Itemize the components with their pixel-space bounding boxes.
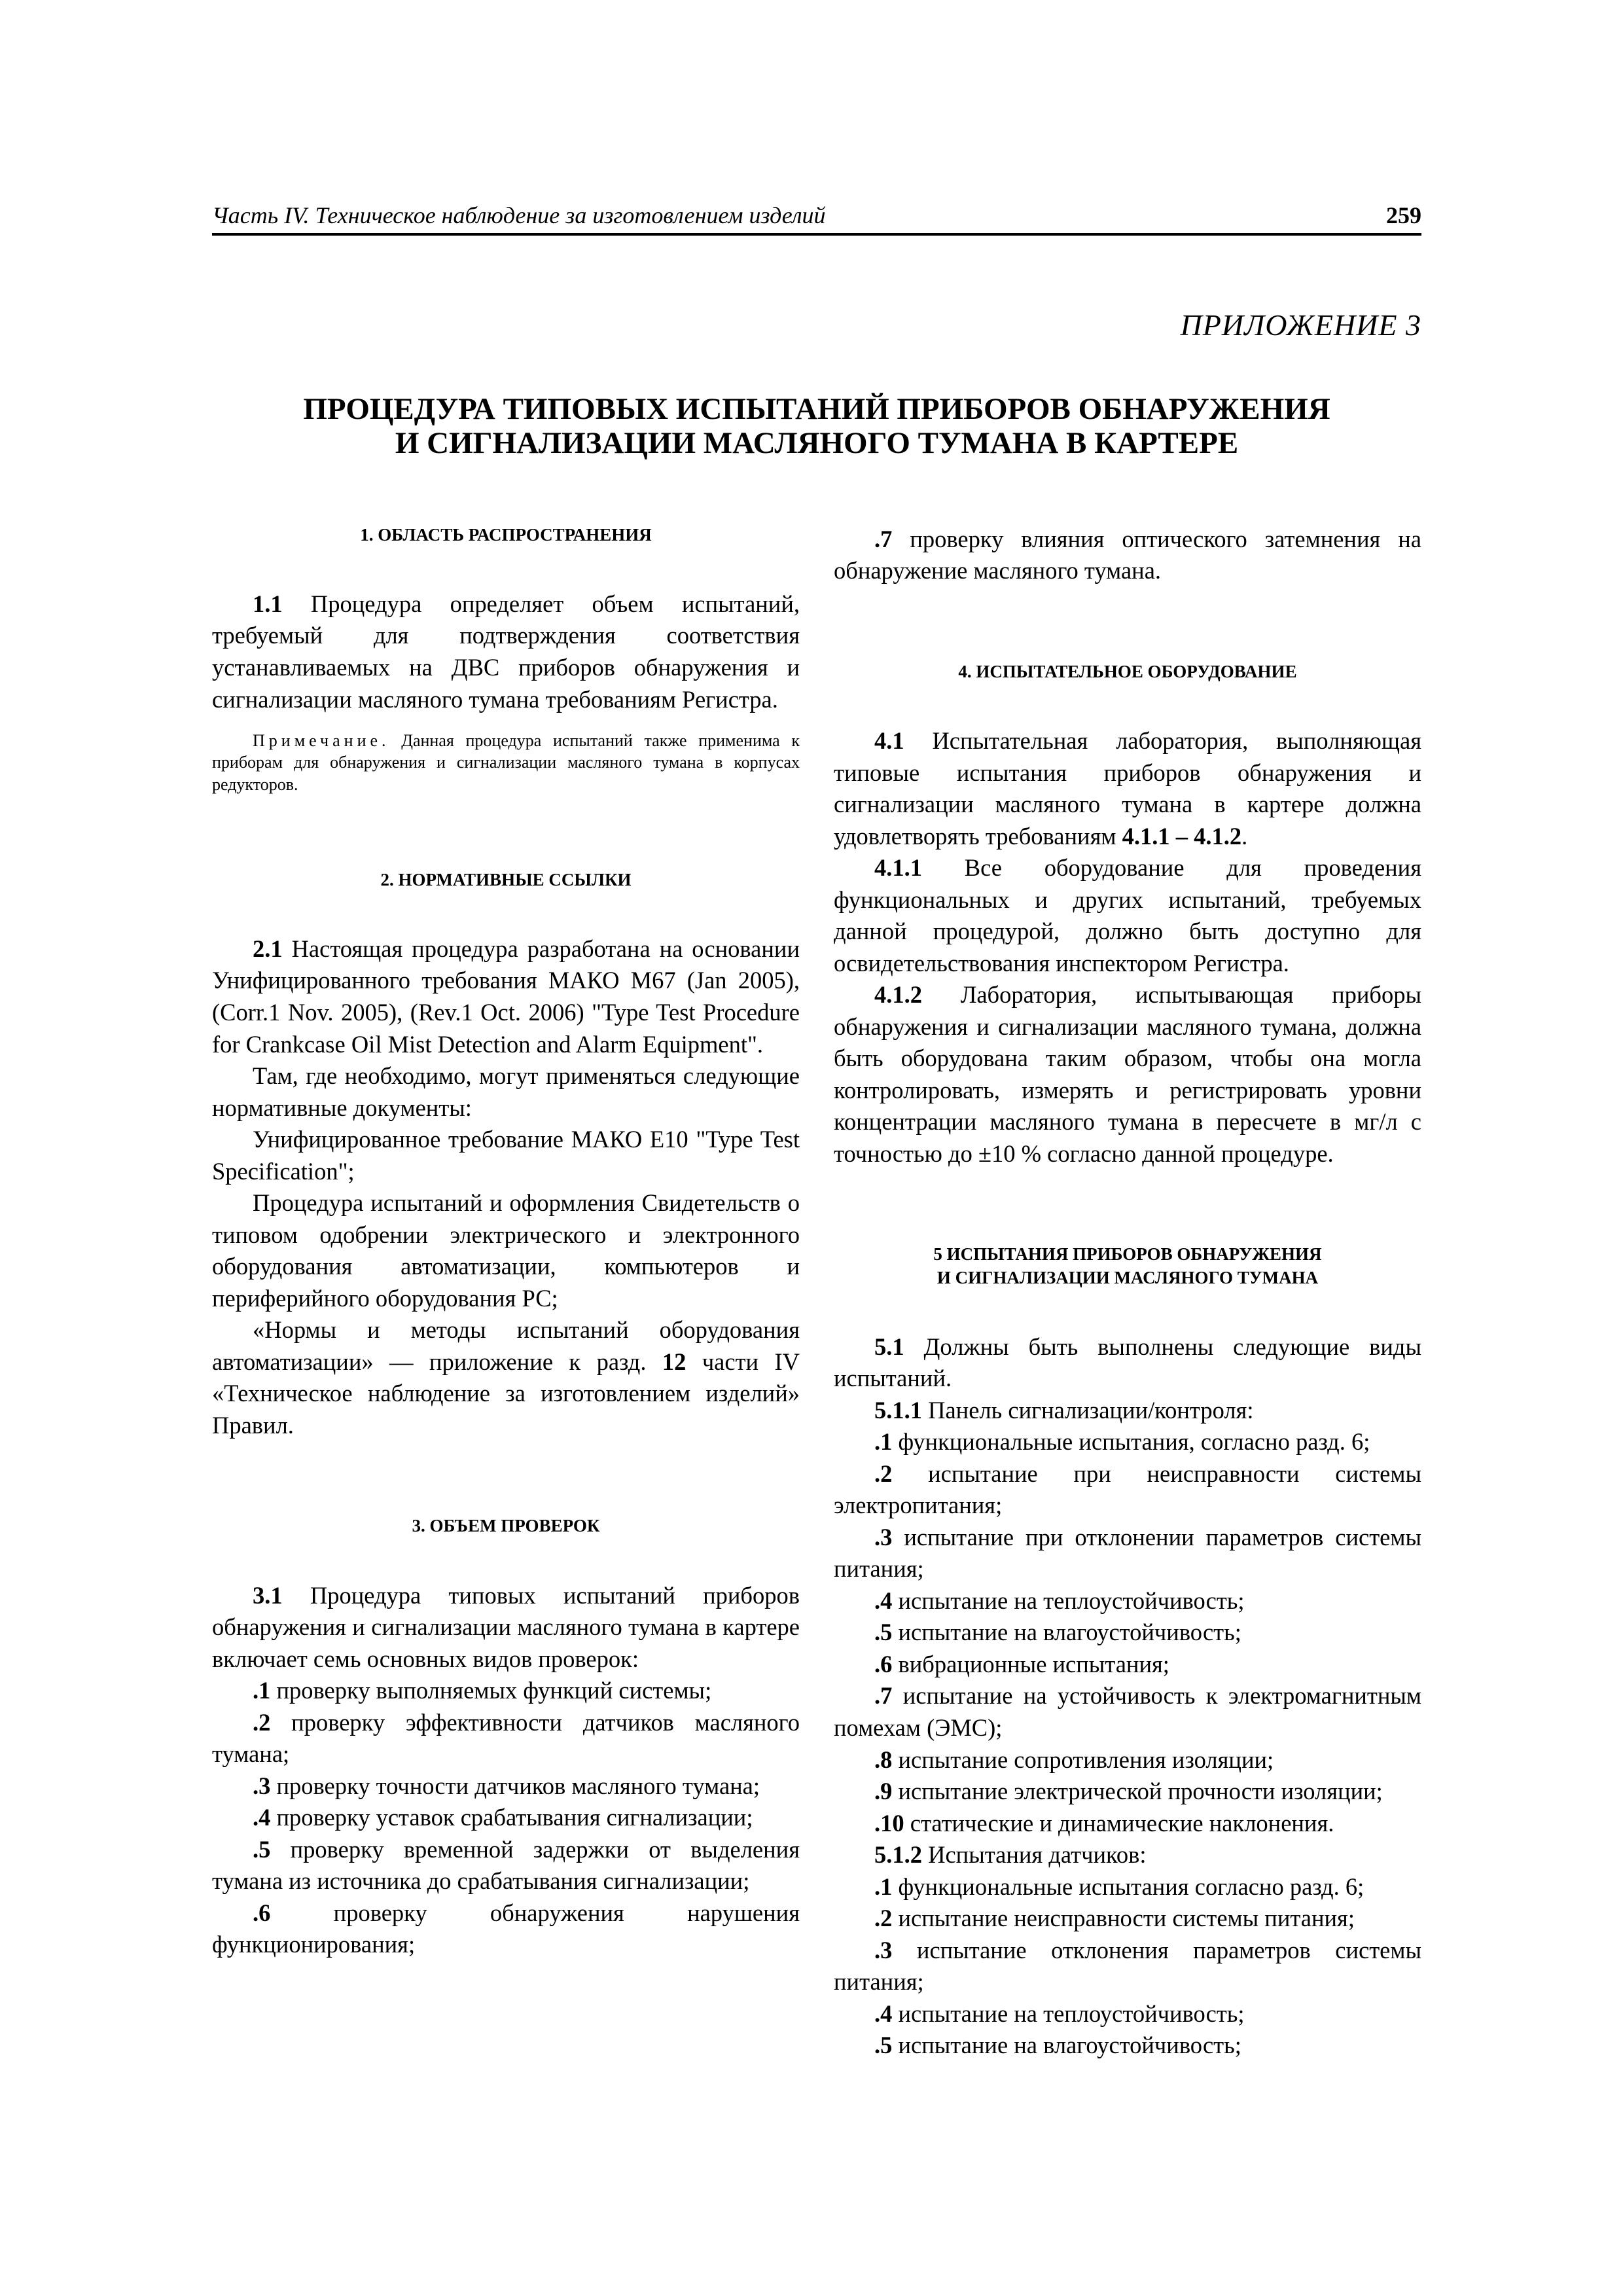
clause-number: 4.1 <box>874 727 904 754</box>
item-number: .8 <box>874 1746 893 1773</box>
two-column-body <box>212 524 1421 2062</box>
section-ref: 12 <box>662 1348 687 1375</box>
item-number: .4 <box>874 2000 893 2027</box>
paragraph-4-1-2 <box>834 979 1421 1170</box>
item-number: .4 <box>253 1804 271 1831</box>
paragraph-text: . <box>1241 822 1248 850</box>
item-text: проверку обнаружения нарушения функционирования; <box>212 1899 800 1958</box>
paragraph-text: Настоящая процедура разработана на основании Унифицированного требования МАКО М67 (Jan 2005), (Corr.1 Nov. 2005), (Rev.1 Oct. 2006) "Type Test Procedure for Crankcase Oil Mist Detection and Alarm Equipment". <box>212 935 800 1058</box>
item-number: .7 <box>874 1682 893 1710</box>
list-item <box>834 1903 1421 1935</box>
item-number: .6 <box>253 1899 271 1926</box>
clause-number: 5.1.2 <box>874 1841 922 1869</box>
paragraph-text: Все оборудование для проведения функциональных и других испытаний, требуемых данной процедурой, должно быть доступно для освидетельствования инспектором Регистра. <box>834 854 1421 977</box>
paragraph-text: Должны быть выполнены следующие виды испытаний. <box>834 1333 1421 1392</box>
item-text: испытание на влагоустойчивость; <box>892 2032 1241 2059</box>
item-text: статические и динамические наклонения. <box>904 1809 1334 1837</box>
item-number: .1 <box>874 1428 893 1456</box>
paragraph-2-2: Там, где необходимо, могут применяться следующие нормативные документы: <box>212 1062 800 1121</box>
paragraph-5-1-2 <box>834 1839 1421 1871</box>
list-item <box>834 1649 1421 1681</box>
page-number: 259 <box>1386 202 1421 228</box>
item-number: .6 <box>874 1650 893 1677</box>
item-number: .5 <box>874 1619 893 1646</box>
paragraph-text: Процедура типовых испытаний приборов обнаружения и сигнализации масляного тумана в картере включает семь основных видов проверок: <box>212 1581 800 1672</box>
paragraph-4-1-1 <box>834 852 1421 979</box>
note <box>212 730 800 795</box>
running-header <box>212 203 1421 236</box>
clause-number: 1.1 <box>253 590 283 617</box>
paragraph-5-1-1 <box>834 1395 1421 1427</box>
item-text: испытание отклонения параметров системы питания; <box>834 1936 1421 1996</box>
item-number: .2 <box>874 1905 893 1932</box>
section-1-heading: 1. ОБЛАСТЬ РАСПРОСТРАНЕНИЯ <box>360 524 652 545</box>
paragraph-text: Лаборатория, испытывающая приборы обнаружения и сигнализации масляного тумана, должна быть оборудована таким образом, чтобы она могла контролировать, измерять и регистрировать уровни концентрации масляного тумана в пересчете в мг/л с точностью до ±10 % согласно данной процедуре. <box>834 981 1421 1167</box>
item-text: проверку точности датчиков масляного тумана; <box>270 1772 760 1799</box>
item-number: .3 <box>874 1936 893 1964</box>
item-number: .7 <box>874 525 893 552</box>
list-item <box>834 1935 1421 1998</box>
item-text: проверку влияния оптического затемнения на обнаружение масляного тумана. <box>834 525 1421 584</box>
clause-number: 5.1 <box>874 1333 904 1360</box>
clause-ref: 4.1.1 – 4.1.2 <box>1122 822 1242 850</box>
paragraph-4-1 <box>834 725 1421 852</box>
item-text: проверку выполняемых функций системы; <box>270 1677 712 1704</box>
item-number: .3 <box>253 1772 271 1799</box>
item-text: испытание на влагоустойчивость; <box>892 1619 1241 1646</box>
item-number: .9 <box>874 1778 893 1805</box>
paragraph-text: части IV «Техническое наблюдение за изготовлением изделий» Правил. <box>212 1348 800 1439</box>
list-item <box>834 1617 1421 1649</box>
paragraph-2-3: Унифицированное требование МАКО Е10 "Type Test Specification"; <box>212 1126 800 1185</box>
list-item <box>212 1897 800 1961</box>
running-title: Часть IV. Техническое наблюдение за изготовлением изделий <box>212 202 826 228</box>
list-item <box>212 1802 800 1834</box>
note-label: Примечание. <box>253 731 390 751</box>
list-item <box>834 1680 1421 1744</box>
document-title <box>212 392 1421 461</box>
right-column <box>834 524 1421 2062</box>
item-number: .3 <box>874 1523 893 1551</box>
item-text: испытание на устойчивость к электромагнитным помехам (ЭМС); <box>834 1682 1421 1741</box>
paragraph-text: Панель сигнализации/контроля: <box>922 1396 1254 1424</box>
list-item <box>834 2030 1421 2062</box>
clause-number: 2.1 <box>253 935 283 962</box>
section-5-heading-line-1: 5 ИСПЫТАНИЯ ПРИБОРОВ ОБНАРУЖЕНИЯ <box>933 1244 1322 1265</box>
list-item <box>212 1834 800 1897</box>
item-text: проверку эффективности датчиков масляного тумана; <box>212 1708 800 1768</box>
item-number: .5 <box>253 1835 271 1863</box>
document-title-line-2: И СИГНАЛИЗАЦИИ МАСЛЯНОГО ТУМАНА В КАРТЕРЕ <box>395 426 1239 461</box>
item-number: .5 <box>874 2032 893 2059</box>
clause-number: 4.1.2 <box>874 981 922 1009</box>
item-text: испытание сопротивления изоляции; <box>892 1746 1274 1773</box>
item-number: .10 <box>874 1809 904 1837</box>
paragraph-5-1 <box>834 1331 1421 1395</box>
clause-number: 4.1.1 <box>874 854 922 882</box>
section-4-heading: 4. ИСПЫТАТЕЛЬНОЕ ОБОРУДОВАНИЕ <box>958 661 1297 681</box>
list-item <box>834 1776 1421 1808</box>
item-text: проверку временной задержки от выделения тумана из источника до срабатывания сигнализации; <box>212 1835 800 1895</box>
section-2-heading: 2. НОРМАТИВНЫЕ ССЫЛКИ <box>380 869 632 889</box>
item-text: испытание на теплоустойчивость; <box>892 1587 1245 1614</box>
list-item <box>834 1522 1421 1585</box>
paragraph-2-4: Процедура испытаний и оформления Свидетельств о типовом одобрении электрического и электронного оборудования автоматизации, компьютеров и периферийного оборудования РС; <box>212 1189 800 1312</box>
item-text: испытание неисправности системы питания; <box>892 1905 1355 1932</box>
section-5-heading-line-2: И СИГНАЛИЗАЦИИ МАСЛЯНОГО ТУМАНА <box>936 1267 1319 1287</box>
item-text: испытание электрической прочности изоляции; <box>892 1778 1383 1805</box>
item-number: .4 <box>874 1587 893 1614</box>
note-text: Данная процедура испытаний также применима к приборам для обнаружения и сигнализации масляного тумана в корпусах редукторов. <box>212 731 800 794</box>
clause-number: 5.1.1 <box>874 1396 922 1424</box>
item-text: вибрационные испытания; <box>892 1650 1169 1677</box>
list-item <box>834 1585 1421 1617</box>
clause-number: 3.1 <box>253 1581 283 1609</box>
paragraph-3-1 <box>212 1580 800 1676</box>
list-item <box>834 1998 1421 2030</box>
item-number: .1 <box>253 1677 271 1704</box>
left-column <box>212 524 800 2062</box>
list-item <box>212 1675 800 1707</box>
paragraph-text: Процедура определяет объем испытаний, требуемый для подтверждения соответствия устанавливаемых на ДВС приборов обнаружения и сигнализации масляного тумана требованиям Регистра. <box>212 590 800 713</box>
document-title-line-1: ПРОЦЕДУРА ТИПОВЫХ ИСПЫТАНИЙ ПРИБОРОВ ОБНАРУЖЕНИЯ <box>303 391 1330 426</box>
section-3-heading: 3. ОБЪЕМ ПРОВЕРОК <box>412 1516 600 1536</box>
item-text: испытание при отклонении параметров системы питания; <box>834 1523 1421 1583</box>
paragraph-2-5 <box>212 1314 800 1441</box>
item-text: испытание на теплоустойчивость; <box>892 2000 1245 2027</box>
item-text: функциональные испытания согласно разд. 6; <box>892 1873 1364 1900</box>
list-item <box>834 1808 1421 1840</box>
list-item <box>834 1426 1421 1458</box>
paragraph-text: Испытательная лаборатория, выполняющая типовые испытания приборов обнаружения и сигнализации масляного тумана в картере должна удовлетворять требованиям <box>834 727 1421 850</box>
list-item <box>834 1744 1421 1776</box>
item-text: функциональные испытания, согласно разд. 6; <box>892 1428 1370 1456</box>
item-text: испытание при неисправности системы электропитания; <box>834 1460 1421 1519</box>
paragraph-1-1 <box>212 588 800 715</box>
section-5-heading <box>834 1243 1421 1289</box>
list-item <box>834 1458 1421 1522</box>
list-item <box>212 1707 800 1770</box>
list-item <box>834 524 1421 587</box>
item-number: .2 <box>874 1460 893 1487</box>
paragraph-text: Испытания датчиков: <box>922 1841 1147 1869</box>
item-number: .1 <box>874 1873 893 1900</box>
list-item <box>834 1871 1421 1903</box>
paragraph-2-1 <box>212 933 800 1060</box>
item-number: .2 <box>253 1708 271 1736</box>
item-text: проверку уставок срабатывания сигнализации; <box>270 1804 753 1831</box>
paragraph-text: «Нормы и методы испытаний оборудования автоматизации» — приложение к разд. <box>212 1316 800 1375</box>
list-item <box>212 1770 800 1803</box>
appendix-label: ПРИЛОЖЕНИЕ 3 <box>1180 308 1421 342</box>
